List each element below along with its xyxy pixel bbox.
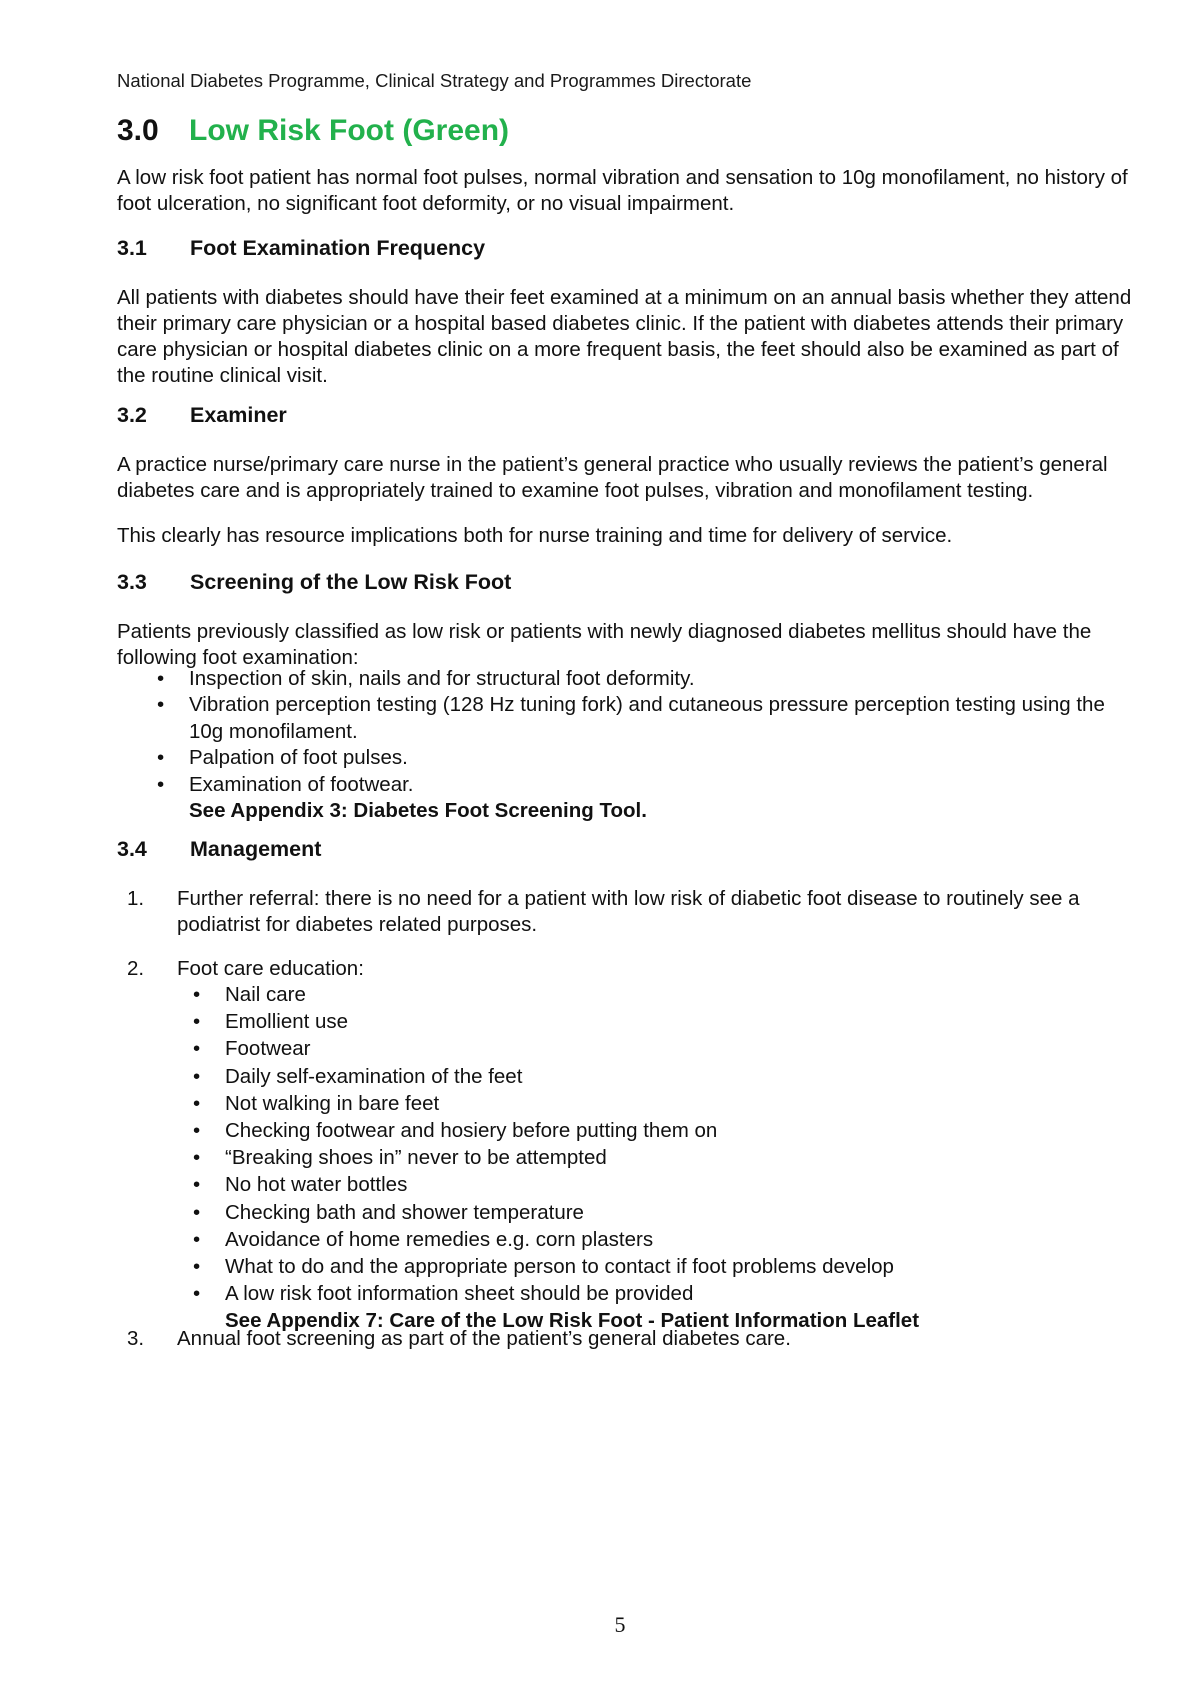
section-number: 3.1 — [117, 236, 147, 260]
bullet-icon: • — [193, 1119, 201, 1143]
section-title: Low Risk Foot (Green) — [189, 114, 510, 147]
bullet-icon: • — [193, 1173, 201, 1197]
section-heading-3-3 — [117, 570, 511, 595]
section-3-2-body: A practice nurse/primary care nurse in the patient’s general practice who usually reviews the patient’s general diabetes care and is appropriately trained to examine foot pulses, vibration and monofilament testing. — [117, 453, 1108, 502]
appendix-3-reference: See Appendix 3: Diabetes Foot Screening Tool. — [189, 799, 647, 823]
section-title: Examiner — [190, 403, 287, 427]
bullet-icon: • — [157, 772, 165, 796]
list-item: • Avoidance of home remedies e.g. corn plasters — [225, 1226, 1125, 1253]
section-title: Foot Examination Frequency — [190, 236, 486, 260]
list-item: • Daily self-examination of the feet — [225, 1063, 1125, 1090]
bullet-icon: • — [193, 1010, 201, 1034]
list-item: • Examination of footwear. — [189, 772, 1109, 798]
bullet-icon: • — [157, 693, 165, 717]
item-text: Foot care education: — [177, 957, 364, 980]
section-heading-3-0 — [117, 114, 509, 148]
bullet-icon: • — [193, 1037, 201, 1061]
item-number: 1. — [127, 887, 145, 910]
list-item: • “Breaking shoes in” never to be attempted — [225, 1144, 1125, 1171]
section-3-1-body: All patients with diabetes should have their feet examined at a minimum on an annual basis whether they attend their primary care physician or a hospital based diabetes clinic. If the patient with diabetes attends their primary care physician or hospital diabetes clinic on a more frequent basis, the feet should also be examined as part of the routine clinical visit. — [117, 286, 1132, 387]
list-item: • Not walking in bare feet — [225, 1090, 1125, 1117]
bullet-icon: • — [193, 983, 201, 1006]
bullet-icon: • — [193, 1064, 201, 1088]
list-item: • Vibration perception testing (128 Hz tuning fork) and cutaneous pressure perception testing using the 10g monofilament. — [157, 693, 1105, 743]
bullet-icon: • — [193, 1282, 201, 1306]
section-heading-3-1 — [117, 236, 485, 261]
section-heading-3-2 — [117, 403, 287, 428]
foot-care-education-list — [193, 981, 1125, 1335]
list-item: • What to do and the appropriate person to contact if foot problems develop — [225, 1253, 1125, 1280]
item-number: 3. — [127, 1327, 145, 1350]
bullet-icon: • — [193, 1146, 201, 1170]
bullet-icon: • — [193, 1255, 201, 1279]
section-number: 3.3 — [117, 570, 147, 594]
section-title: Management — [190, 837, 322, 861]
list-item: • Checking footwear and hosiery before putting them on — [225, 1117, 1125, 1144]
item-text: Further referral: there is no need for a patient with low risk of diabetic foot disease to routinely see a podiatrist for diabetes related purposes. — [177, 887, 1080, 936]
bullet-icon: • — [157, 667, 165, 690]
list-item: • No hot water bottles — [225, 1171, 1125, 1198]
running-header: National Diabetes Programme, Clinical Strategy and Programmes Directorate — [117, 70, 752, 91]
list-item: • Checking bath and shower temperature — [225, 1199, 1125, 1226]
list-item: • Palpation of foot pulses. — [189, 745, 1109, 771]
list-item: • Nail care — [225, 981, 1125, 1008]
section-number: 3.2 — [117, 403, 147, 427]
section-3-intro: A low risk foot patient has normal foot pulses, normal vibration and sensation to 10g monofilament, no history of foot ulceration, no significant foot deformity, or no visual impairment. — [117, 166, 1128, 215]
section-number: 3.0 — [117, 114, 159, 147]
section-heading-3-4 — [117, 837, 321, 862]
item-text: Annual foot screening as part of the patient’s general diabetes care. — [177, 1327, 791, 1350]
section-3-2-body-2: This clearly has resource implications both for nurse training and time for delivery of service. — [117, 524, 953, 547]
list-item: • A low risk foot information sheet should be provided — [225, 1280, 1125, 1307]
bullet-icon: • — [193, 1227, 201, 1251]
section-3-3-intro: Patients previously classified as low risk or patients with newly diagnosed diabetes mellitus should have the following foot examination: — [117, 620, 1092, 669]
item-number: 2. — [127, 957, 145, 980]
bullet-icon: • — [157, 746, 165, 770]
list-item: • Inspection of skin, nails and for structural foot deformity. — [189, 666, 1109, 692]
section-title: Screening of the Low Risk Foot — [190, 570, 512, 594]
list-item: • Emollient use — [225, 1008, 1125, 1035]
bullet-icon: • — [193, 1091, 201, 1115]
list-item: • Footwear — [225, 1035, 1125, 1062]
bullet-icon: • — [193, 1200, 201, 1224]
page-number: 5 — [614, 1612, 626, 1637]
screening-list — [157, 666, 1109, 824]
appendix-7-reference: See Appendix 7: Care of the Low Risk Foot - Patient Information Leaflet — [225, 1309, 920, 1333]
section-number: 3.4 — [117, 837, 147, 861]
